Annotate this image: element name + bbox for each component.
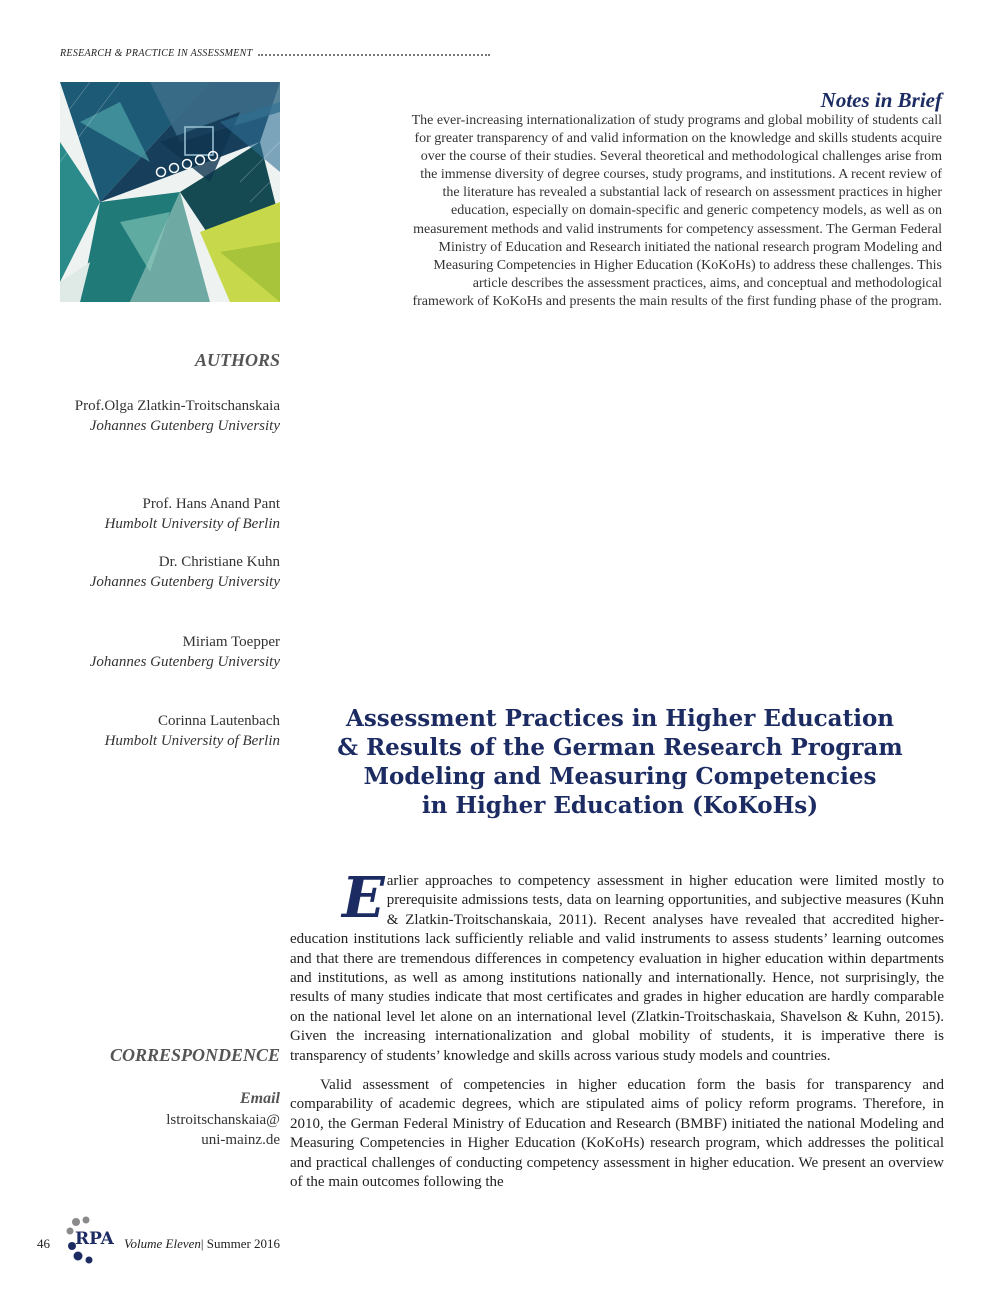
- author-name: Corinna Lautenbach: [157, 713, 280, 729]
- volume-info: [124, 1236, 280, 1252]
- email-line: uni-mainz.de: [201, 1132, 280, 1148]
- drop-cap: E: [342, 865, 385, 931]
- author-name: Miriam Toepper: [182, 634, 280, 650]
- author-affiliation: Johannes Gutenberg University: [89, 574, 280, 590]
- title-line: & Results of the German Research Program: [337, 734, 903, 761]
- email-line: lstroitschanskaia@: [166, 1112, 280, 1128]
- authors-heading: AUTHORS: [194, 350, 280, 370]
- article-title: [300, 704, 940, 820]
- notes-body: The ever-increasing internationalization of study programs and global mobility of students call for greater transparency of and valid information on the knowledge and skills students acquire over the course of their studies. Several theoretical and methodological challenges arise from the immense diversity of degree courses, study programs, and institutions. A recent review of the literature has revealed a substantial lack of research on assessment practices in higher education, especially on domain-specific and generic competency models, as well as on measurement methods and valid instruments for competency assessment. The German Federal Ministry of Education and Research initiated the national research program Modeling and Measuring Competencies in Higher Education (KoKoHs) to address these challenges. This article describes the assessment practices, aims, and conceptual and methodological framework of KoKoHs and presents the main results of the first funding phase of the program.: [411, 113, 942, 309]
- email-address[interactable]: [50, 1110, 280, 1150]
- section-label: RESEARCH & PRACTICE IN ASSESSMENT: [60, 48, 253, 59]
- volume-separator: |: [200, 1236, 204, 1251]
- svg-text:RPA: RPA: [75, 1229, 114, 1249]
- author-affiliation: Johannes Gutenberg University: [89, 654, 280, 670]
- author-name: Prof. Hans Anand Pant: [142, 496, 280, 512]
- author-affiliation: Humbolt University of Berlin: [104, 516, 280, 532]
- body-paragraph: Valid assessment of competencies in higher education form the basis for transparency and comparability of academic degrees, which are stipulated aims of policy reform programs. Therefore, in 2010, the German Federal Ministry of Education and Research (BMBF) initiated the national Modeling and Measuring Competencies in Higher Education (KoKoHs) research program, which addresses the political and practical challenges of conducting competency assessment in higher education. We present an overview of the main outcomes following the: [290, 1077, 944, 1191]
- author-affiliation: Johannes Gutenberg University: [89, 418, 280, 434]
- page-number: 46: [37, 1236, 50, 1251]
- author-entry: [50, 396, 280, 436]
- article-body: [290, 852, 944, 1193]
- author-name: Dr. Christiane Kuhn: [158, 554, 280, 570]
- author-entry: [50, 552, 280, 592]
- notes-in-brief: [410, 88, 942, 311]
- author-entry: [50, 711, 280, 751]
- author-entry: [50, 494, 280, 534]
- notes-title: Notes in Brief: [820, 88, 942, 112]
- volume-label: Volume Eleven: [124, 1236, 201, 1251]
- header-dotted-rule: [258, 54, 490, 56]
- body-paragraph: [290, 852, 944, 1066]
- author-entry: [50, 632, 280, 672]
- title-line: Modeling and Measuring Competencies: [363, 763, 877, 790]
- author-name: Prof.Olga Zlatkin-Troitschanskaia: [74, 398, 280, 414]
- issue-label: Summer 2016: [206, 1236, 281, 1251]
- rpa-logo: [62, 1216, 118, 1264]
- cover-artwork: [60, 82, 280, 302]
- title-line: Assessment Practices in Higher Education: [345, 705, 895, 732]
- title-line: in Higher Education (KoKoHs): [421, 792, 819, 819]
- correspondence-heading: CORRESPONDENCE: [109, 1045, 280, 1065]
- paragraph-text: arlier approaches to competency assessment in higher education were limited mostly to prerequisite admissions tests, data on learning opportunities, and subjective measures (Kuhn & Zlatkin-Troitschanskaia, 2011). Recent analyses have revealed that accredited higher-education institutions lack sufficiently reliable and valid instruments to assess students’ learning outcomes and that there are tremendous differences in competency evaluation in higher education within departments and institutions, as well as among institutions nationally and internationally. Hence, not surprisingly, the results of many studies indicate that most certificates and grades in higher education are hardly comparable on the national level let alone on an international level (Zlatkin-Troitschaskaia, Shavelson & Kuhn, 2015). Given the increasing internationalization and global mobility of students, it is imperative there is transparency of students’ knowledge and skills across various study models and countries.: [290, 873, 944, 1064]
- author-affiliation: Humbolt University of Berlin: [104, 733, 280, 749]
- email-label: Email: [239, 1090, 280, 1107]
